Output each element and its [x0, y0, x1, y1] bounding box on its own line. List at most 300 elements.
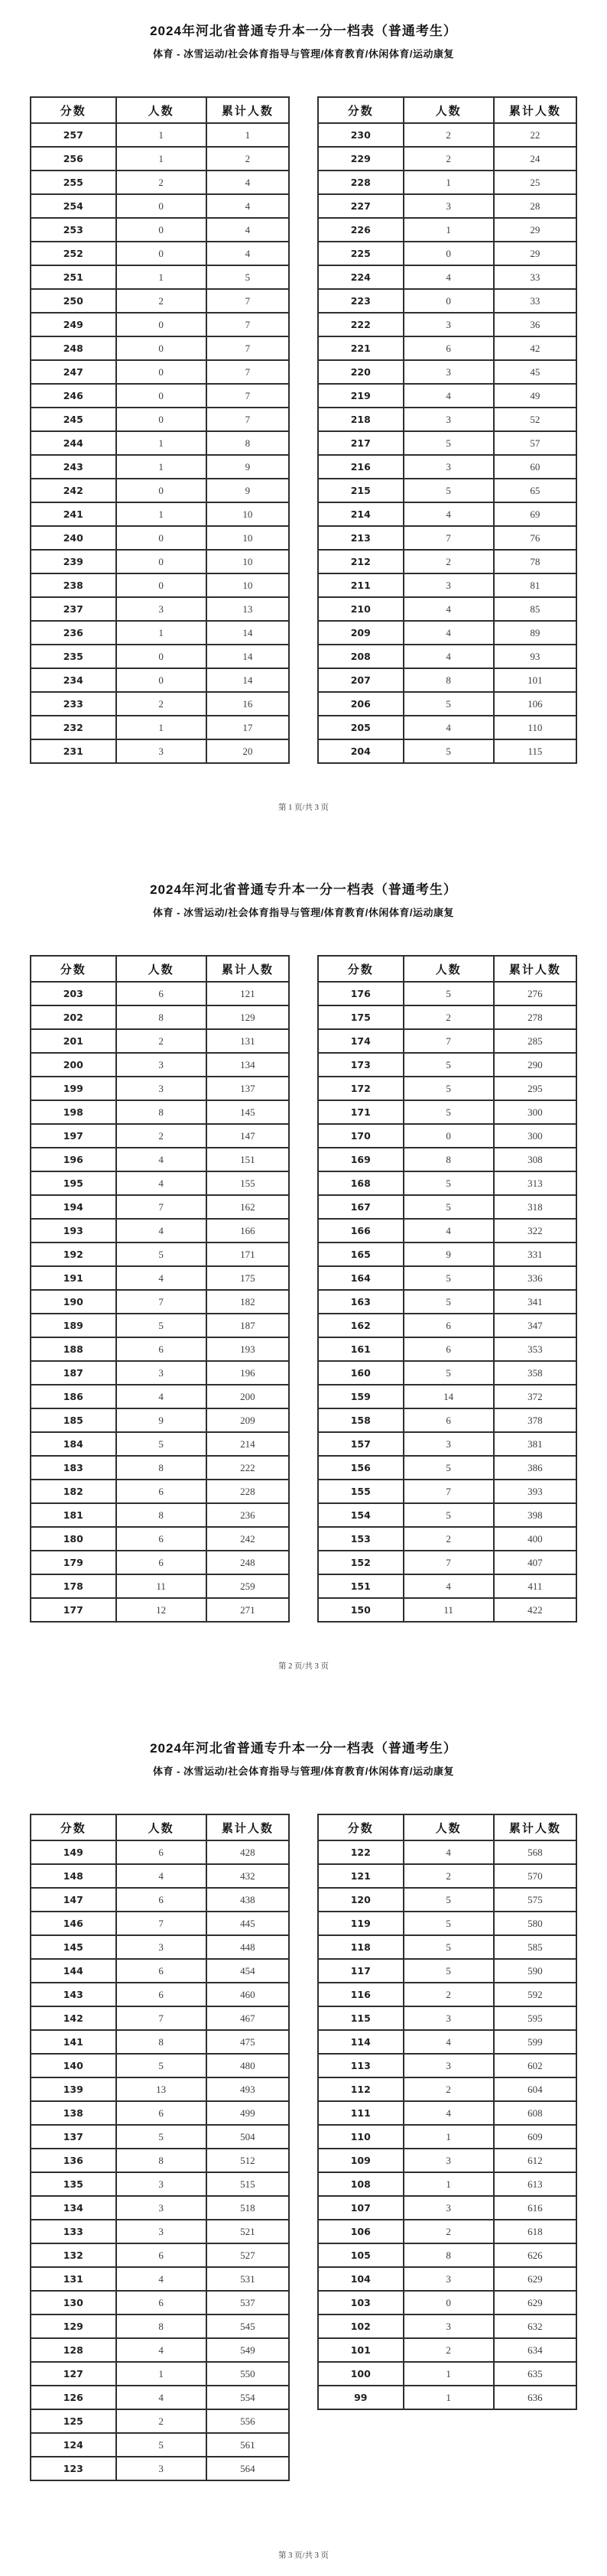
- count-cell: 5: [404, 431, 494, 455]
- count-cell: 1: [116, 502, 206, 526]
- table-row: [31, 218, 289, 242]
- count-cell: 4: [404, 1840, 494, 1864]
- count-cell: 5: [404, 739, 494, 763]
- page-subtitle: 体育 - 冰雪运动/社会体育指导与管理/体育教育/休闲体育/运动康复: [152, 907, 454, 918]
- table-row: [31, 1598, 289, 1622]
- cumulative-cell: 36: [494, 313, 576, 336]
- count-cell: 2: [404, 147, 494, 171]
- cumulative-cell: 89: [494, 621, 576, 645]
- cumulative-cell: 85: [494, 597, 576, 621]
- cumulative-cell: 618: [494, 2220, 576, 2243]
- score-cell: 168: [318, 1171, 404, 1195]
- score-cell: 238: [31, 573, 116, 597]
- table-row: [318, 147, 576, 171]
- table-row: [31, 2386, 289, 2409]
- cumulative-cell: 438: [206, 1888, 289, 1912]
- table-row: [31, 2030, 289, 2054]
- count-cell: 4: [404, 1574, 494, 1598]
- cumulative-cell: 145: [206, 1100, 289, 1124]
- count-cell: 4: [404, 2101, 494, 2125]
- count-cell: 1: [116, 147, 206, 171]
- score-cell: 102: [318, 2315, 404, 2338]
- count-cell: 8: [116, 1100, 206, 1124]
- table-row: [31, 1171, 289, 1195]
- table-row: [31, 716, 289, 739]
- count-cell: 3: [116, 1935, 206, 1959]
- count-cell: 3: [404, 2196, 494, 2220]
- table-row: [318, 194, 576, 218]
- count-cell: 0: [116, 384, 206, 408]
- cumulative-cell: 13: [206, 597, 289, 621]
- cumulative-cell: 9: [206, 455, 289, 479]
- count-cell: 2: [116, 1124, 206, 1148]
- score-cell: 105: [318, 2243, 404, 2267]
- cumulative-cell: 290: [494, 1053, 576, 1077]
- table-row: [31, 1408, 289, 1432]
- table-row: [318, 242, 576, 265]
- score-cell: 255: [31, 171, 116, 194]
- cumulative-cell: 121: [206, 982, 289, 1005]
- table-row: [318, 479, 576, 502]
- table-row: [318, 360, 576, 384]
- table-row: [31, 360, 289, 384]
- cumulative-cell: 602: [494, 2054, 576, 2077]
- score-table-left: [30, 955, 290, 1623]
- table-row: [31, 1912, 289, 1935]
- count-cell: 4: [404, 597, 494, 621]
- cumulative-cell: 626: [494, 2243, 576, 2267]
- cumulative-cell: 575: [494, 1888, 576, 1912]
- score-cell: 107: [318, 2196, 404, 2220]
- cumulative-cell: 214: [206, 1432, 289, 1456]
- table-row: [318, 2149, 576, 2172]
- count-cell: 3: [116, 2220, 206, 2243]
- table-row: [318, 171, 576, 194]
- table-row: [318, 2291, 576, 2315]
- count-cell: 4: [404, 645, 494, 668]
- table-row: [31, 2267, 289, 2291]
- count-cell: 8: [404, 2243, 494, 2267]
- table-row: [31, 336, 289, 360]
- count-cell: 2: [404, 550, 494, 573]
- score-cell: 221: [318, 336, 404, 360]
- cumulative-cell: 22: [494, 123, 576, 147]
- table-row: [318, 1912, 576, 1935]
- table-row: [31, 1361, 289, 1385]
- document-page-3: [0, 1717, 607, 2576]
- cumulative-cell: 151: [206, 1148, 289, 1171]
- score-cell: 116: [318, 1983, 404, 2006]
- count-cell: 2: [404, 1983, 494, 2006]
- cumulative-cell: 300: [494, 1100, 576, 1124]
- count-cell: 11: [404, 1598, 494, 1622]
- score-cell: 247: [31, 360, 116, 384]
- cumulative-cell: 398: [494, 1503, 576, 1527]
- count-cell: 6: [116, 2101, 206, 2125]
- score-cell: 140: [31, 2054, 116, 2077]
- score-cell: 131: [31, 2267, 116, 2291]
- count-cell: 3: [404, 455, 494, 479]
- count-cell: 4: [116, 1385, 206, 1408]
- count-cell: 1: [404, 218, 494, 242]
- cumulative-cell: 200: [206, 1385, 289, 1408]
- score-cell: 104: [318, 2267, 404, 2291]
- cumulative-cell: 222: [206, 1456, 289, 1480]
- score-cell: 241: [31, 502, 116, 526]
- count-cell: 6: [404, 336, 494, 360]
- table-row: [318, 1959, 576, 1983]
- cumulative-cell: 25: [494, 171, 576, 194]
- score-cell: 148: [31, 1864, 116, 1888]
- column-header-score: 分数: [318, 956, 404, 982]
- cumulative-cell: 632: [494, 2315, 576, 2338]
- count-cell: 4: [116, 2338, 206, 2362]
- table-row: [318, 2220, 576, 2243]
- cumulative-cell: 445: [206, 1912, 289, 1935]
- cumulative-cell: 60: [494, 455, 576, 479]
- cumulative-cell: 381: [494, 1432, 576, 1456]
- score-cell: 228: [318, 171, 404, 194]
- cumulative-cell: 322: [494, 1219, 576, 1243]
- count-cell: 7: [116, 1912, 206, 1935]
- score-cell: 231: [31, 739, 116, 763]
- cumulative-cell: 69: [494, 502, 576, 526]
- cumulative-cell: 554: [206, 2386, 289, 2409]
- count-cell: 1: [404, 171, 494, 194]
- table-row: [318, 431, 576, 455]
- cumulative-cell: 590: [494, 1959, 576, 1983]
- score-cell: 233: [31, 692, 116, 716]
- table-row: [318, 1148, 576, 1171]
- score-cell: 250: [31, 289, 116, 313]
- table-row: [318, 1053, 576, 1077]
- cumulative-cell: 10: [206, 502, 289, 526]
- count-cell: 8: [116, 2315, 206, 2338]
- table-row: [31, 408, 289, 431]
- count-cell: 6: [116, 1551, 206, 1574]
- count-cell: 1: [116, 455, 206, 479]
- table-row: [31, 739, 289, 763]
- cumulative-cell: 76: [494, 526, 576, 550]
- count-cell: 7: [404, 1551, 494, 1574]
- count-cell: 6: [116, 1959, 206, 1983]
- count-cell: 6: [116, 1983, 206, 2006]
- count-cell: 2: [404, 2220, 494, 2243]
- table-row: [31, 2149, 289, 2172]
- column-header-score: 分数: [318, 97, 404, 123]
- count-cell: 2: [116, 289, 206, 313]
- score-cell: 159: [318, 1385, 404, 1408]
- cumulative-cell: 228: [206, 1480, 289, 1503]
- cumulative-cell: 81: [494, 573, 576, 597]
- table-row: [318, 739, 576, 763]
- table-row: [31, 2433, 289, 2457]
- table-row: [31, 455, 289, 479]
- cumulative-cell: 155: [206, 1171, 289, 1195]
- count-cell: 3: [116, 2172, 206, 2196]
- score-cell: 229: [318, 147, 404, 171]
- table-row: [31, 1503, 289, 1527]
- table-row: [318, 1456, 576, 1480]
- score-cell: 143: [31, 1983, 116, 2006]
- table-row: [31, 1314, 289, 1337]
- score-cell: 154: [318, 1503, 404, 1527]
- table-row: [31, 1574, 289, 1598]
- score-cell: 141: [31, 2030, 116, 2054]
- score-cell: 253: [31, 218, 116, 242]
- score-cell: 161: [318, 1337, 404, 1361]
- count-cell: 3: [404, 360, 494, 384]
- table-row: [318, 1124, 576, 1148]
- cumulative-cell: 209: [206, 1408, 289, 1432]
- cumulative-cell: 42: [494, 336, 576, 360]
- count-cell: 4: [116, 2267, 206, 2291]
- table-row: [31, 1124, 289, 1148]
- cumulative-cell: 20: [206, 739, 289, 763]
- cumulative-cell: 101: [494, 668, 576, 692]
- table-row: [318, 668, 576, 692]
- document-page-1: [0, 0, 607, 859]
- score-cell: 103: [318, 2291, 404, 2315]
- cumulative-cell: 16: [206, 692, 289, 716]
- table-row: [31, 265, 289, 289]
- count-cell: 0: [116, 313, 206, 336]
- cumulative-cell: 1: [206, 123, 289, 147]
- score-cell: 226: [318, 218, 404, 242]
- cumulative-cell: 10: [206, 573, 289, 597]
- score-cell: 184: [31, 1432, 116, 1456]
- table-row: [318, 2077, 576, 2101]
- cumulative-cell: 14: [206, 668, 289, 692]
- column-header-score: 分数: [318, 1814, 404, 1840]
- count-cell: 3: [116, 2196, 206, 2220]
- cumulative-cell: 422: [494, 1598, 576, 1622]
- count-cell: 4: [116, 1864, 206, 1888]
- table-row: [318, 1029, 576, 1053]
- count-cell: 3: [116, 1053, 206, 1077]
- score-cell: 115: [318, 2006, 404, 2030]
- table-row: [31, 1290, 289, 1314]
- cumulative-cell: 308: [494, 1148, 576, 1171]
- count-cell: 5: [116, 2433, 206, 2457]
- count-cell: 5: [404, 1935, 494, 1959]
- table-row: [31, 573, 289, 597]
- count-cell: 6: [116, 1337, 206, 1361]
- score-cell: 173: [318, 1053, 404, 1077]
- cumulative-cell: 518: [206, 2196, 289, 2220]
- table-row: [318, 2338, 576, 2362]
- table-row: [318, 289, 576, 313]
- count-cell: 8: [116, 1456, 206, 1480]
- table-row: [318, 1864, 576, 1888]
- cumulative-cell: 580: [494, 1912, 576, 1935]
- count-cell: 7: [404, 1029, 494, 1053]
- count-cell: 0: [116, 360, 206, 384]
- count-cell: 5: [404, 1959, 494, 1983]
- cumulative-cell: 276: [494, 982, 576, 1005]
- score-cell: 227: [318, 194, 404, 218]
- cumulative-cell: 313: [494, 1171, 576, 1195]
- score-cell: 113: [318, 2054, 404, 2077]
- count-cell: 1: [116, 431, 206, 455]
- table-row: [318, 2243, 576, 2267]
- table-row: [318, 716, 576, 739]
- count-cell: 1: [404, 2125, 494, 2149]
- score-cell: 185: [31, 1408, 116, 1432]
- count-cell: 5: [404, 1077, 494, 1100]
- cumulative-cell: 550: [206, 2362, 289, 2386]
- count-cell: 4: [116, 1266, 206, 1290]
- score-cell: 236: [31, 621, 116, 645]
- score-cell: 160: [318, 1361, 404, 1385]
- score-cell: 239: [31, 550, 116, 573]
- cumulative-cell: 393: [494, 1480, 576, 1503]
- count-cell: 3: [116, 1361, 206, 1385]
- column-header-count: 人数: [404, 956, 494, 982]
- count-cell: 1: [116, 2362, 206, 2386]
- count-cell: 3: [404, 2315, 494, 2338]
- count-cell: 4: [116, 1219, 206, 1243]
- score-cell: 256: [31, 147, 116, 171]
- cumulative-cell: 475: [206, 2030, 289, 2054]
- table-row: [31, 692, 289, 716]
- cumulative-cell: 527: [206, 2243, 289, 2267]
- score-cell: 224: [318, 265, 404, 289]
- table-row: [31, 2054, 289, 2077]
- cumulative-cell: 585: [494, 1935, 576, 1959]
- score-cell: 174: [318, 1029, 404, 1053]
- column-header-count: 人数: [116, 97, 206, 123]
- count-cell: 4: [404, 621, 494, 645]
- cumulative-cell: 115: [494, 739, 576, 763]
- table-row: [31, 123, 289, 147]
- score-cell: 151: [318, 1574, 404, 1598]
- score-cell: 138: [31, 2101, 116, 2125]
- cumulative-cell: 28: [494, 194, 576, 218]
- count-cell: 5: [404, 1503, 494, 1527]
- table-row: [318, 982, 576, 1005]
- cumulative-cell: 604: [494, 2077, 576, 2101]
- count-cell: 7: [116, 1195, 206, 1219]
- score-cell: 109: [318, 2149, 404, 2172]
- cumulative-cell: 504: [206, 2125, 289, 2149]
- score-cell: 129: [31, 2315, 116, 2338]
- score-cell: 251: [31, 265, 116, 289]
- score-cell: 248: [31, 336, 116, 360]
- score-cell: 128: [31, 2338, 116, 2362]
- cumulative-cell: 564: [206, 2457, 289, 2480]
- table-row: [31, 2196, 289, 2220]
- table-row: [318, 1005, 576, 1029]
- count-cell: 5: [404, 1290, 494, 1314]
- count-cell: 4: [404, 265, 494, 289]
- count-cell: 8: [116, 1005, 206, 1029]
- table-row: [31, 1337, 289, 1361]
- score-cell: 120: [318, 1888, 404, 1912]
- score-cell: 235: [31, 645, 116, 668]
- count-cell: 2: [404, 1864, 494, 1888]
- count-cell: 4: [116, 2386, 206, 2409]
- table-row: [318, 1983, 576, 2006]
- count-cell: 4: [116, 1171, 206, 1195]
- page-subtitle: 体育 - 冰雪运动/社会体育指导与管理/体育教育/休闲体育/运动康复: [152, 1766, 454, 1777]
- table-row: [318, 2125, 576, 2149]
- score-cell: 240: [31, 526, 116, 550]
- score-cell: 208: [318, 645, 404, 668]
- score-cell: 212: [318, 550, 404, 573]
- count-cell: 6: [116, 1527, 206, 1551]
- score-cell: 136: [31, 2149, 116, 2172]
- header-row: [318, 1814, 576, 1840]
- count-cell: 13: [116, 2077, 206, 2101]
- score-cell: 124: [31, 2433, 116, 2457]
- cumulative-cell: 78: [494, 550, 576, 573]
- table-row: [318, 2054, 576, 2077]
- cumulative-cell: 4: [206, 171, 289, 194]
- cumulative-cell: 400: [494, 1527, 576, 1551]
- cumulative-cell: 17: [206, 716, 289, 739]
- cumulative-cell: 318: [494, 1195, 576, 1219]
- count-cell: 5: [404, 1053, 494, 1077]
- column-header-count: 人数: [404, 1814, 494, 1840]
- score-cell: 206: [318, 692, 404, 716]
- count-cell: 2: [404, 2338, 494, 2362]
- score-cell: 209: [318, 621, 404, 645]
- column-header-score: 分数: [31, 956, 116, 982]
- cumulative-cell: 4: [206, 194, 289, 218]
- score-cell: 146: [31, 1912, 116, 1935]
- score-cell: 170: [318, 1124, 404, 1148]
- count-cell: 0: [116, 550, 206, 573]
- count-cell: 1: [404, 2386, 494, 2409]
- count-cell: 8: [404, 668, 494, 692]
- table-row: [31, 621, 289, 645]
- table-row: [31, 2362, 289, 2386]
- count-cell: 9: [404, 1243, 494, 1266]
- score-cell: 157: [318, 1432, 404, 1456]
- count-cell: 0: [116, 242, 206, 265]
- table-row: [318, 123, 576, 147]
- cumulative-cell: 242: [206, 1527, 289, 1551]
- count-cell: 1: [404, 2362, 494, 2386]
- score-cell: 178: [31, 1574, 116, 1598]
- table-row: [31, 2077, 289, 2101]
- table-row: [31, 479, 289, 502]
- cumulative-cell: 129: [206, 1005, 289, 1029]
- cumulative-cell: 592: [494, 1983, 576, 2006]
- cumulative-cell: 612: [494, 2149, 576, 2172]
- table-row: [31, 1983, 289, 2006]
- cumulative-cell: 29: [494, 218, 576, 242]
- table-row: [31, 2457, 289, 2480]
- count-cell: 5: [404, 1195, 494, 1219]
- count-cell: 5: [404, 1361, 494, 1385]
- header-row: [31, 956, 289, 982]
- score-cell: 139: [31, 2077, 116, 2101]
- score-cell: 126: [31, 2386, 116, 2409]
- table-row: [318, 1503, 576, 1527]
- cumulative-cell: 57: [494, 431, 576, 455]
- score-table-right: [317, 96, 577, 764]
- count-cell: 0: [116, 336, 206, 360]
- table-row: [31, 2172, 289, 2196]
- table-row: [31, 194, 289, 218]
- table-row: [31, 2338, 289, 2362]
- table-row: [31, 2409, 289, 2433]
- score-cell: 100: [318, 2362, 404, 2386]
- table-row: [318, 502, 576, 526]
- count-cell: 3: [116, 2457, 206, 2480]
